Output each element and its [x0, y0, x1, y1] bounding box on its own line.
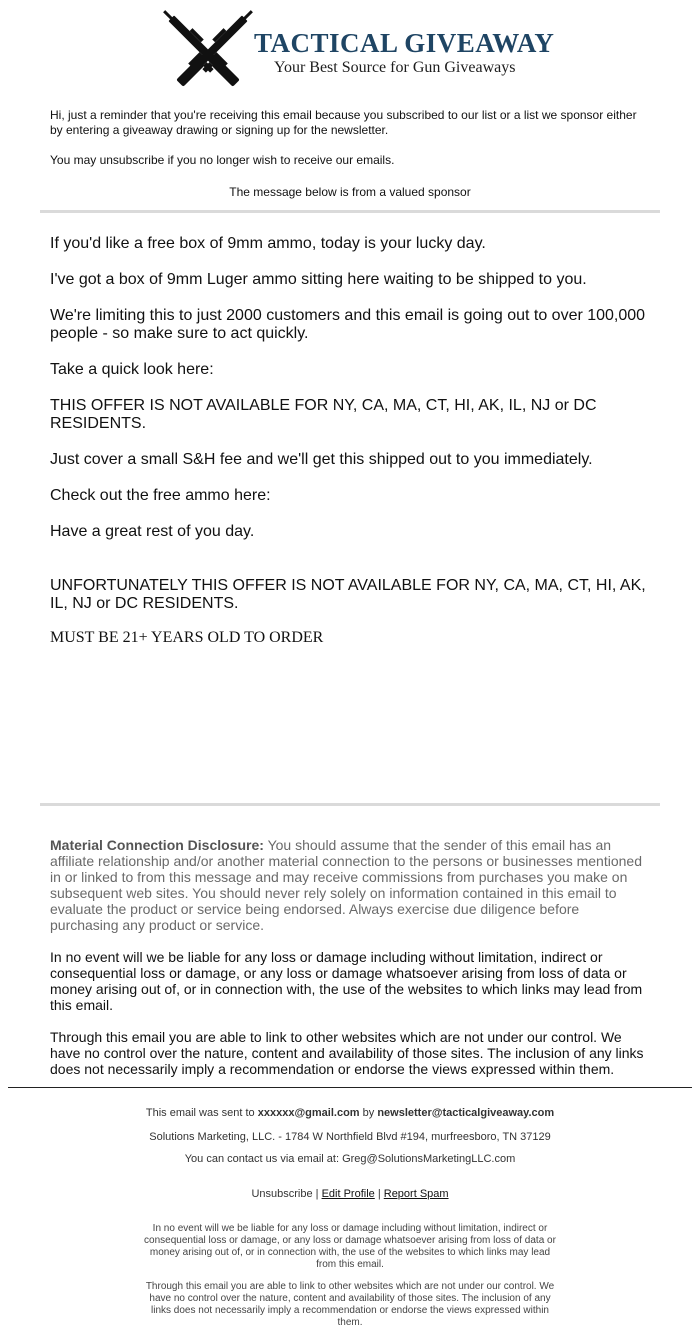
message-paragraph: If you'd like a free box of 9mm ammo, today is your lucky day.: [50, 235, 486, 252]
sent-to-line: [0, 1106, 700, 1120]
disclosure-label: Material Connection Disclosure:: [50, 837, 264, 853]
footer-divider: [8, 1087, 692, 1088]
brand-tagline: Your Best Source for Gun Giveaways: [274, 59, 516, 76]
ammo-offer-link[interactable]: I've got a box of 9mm Luger ammo sitting here waiting to be shipped to you.: [50, 271, 587, 288]
report-spam-link[interactable]: Report Spam: [383, 1188, 449, 1200]
external-links-disclaimer: Through this email you are able to link to other websites which are not under our control. We have no control over the nature, content and availability of those sites. The inclusion of any links does not necessarily imply a recommendation or endorse the views expressed within them.: [50, 1029, 644, 1077]
footer-external: Through this email you are able to link to other websites which are not under our control. We have no control over the nature, content and availability of those sites. The inclusion of any links does not necessarily imply a recommendation or endorse the views expressed within them.: [145, 1281, 555, 1328]
sponsor-note: The message below is from a valued sponsor: [229, 185, 471, 199]
message-paragraph: THIS OFFER IS NOT AVAILABLE FOR NY, CA, MA, CT, HI, AK, IL, NJ or DC RESIDENTS.: [50, 397, 597, 432]
message-paragraph: UNFORTUNATELY THIS OFFER IS NOT AVAILABLE FOR NY, CA, MA, CT, HI, AK, IL, NJ or DC RESIDENTS.: [50, 577, 646, 612]
brand-title: TACTICAL GIVEAWAY: [254, 28, 555, 58]
crossed-rifles-icon: [156, 10, 260, 100]
footer-liability: In no event will we be liable for any loss or damage including without limitation, indirect or consequential loss or damage, or any loss or damage whatsoever arising from loss of data or money arising out of, or in connection with, the use of the websites to which links may lead from this email.: [144, 1223, 556, 1270]
sender-email: newsletter@tacticalgiveaway.com: [377, 1107, 555, 1119]
edit-profile-link[interactable]: Edit Profile: [321, 1188, 375, 1200]
material-connection-disclosure: [50, 837, 650, 933]
link-separator: |: [312, 1188, 322, 1200]
message-paragraph: Just cover a small S&H fee and we'll get this shipped out to you immediately.: [50, 451, 593, 468]
unsubscribe-link[interactable]: Unsubscribe: [251, 1188, 313, 1200]
contact-line: You can contact us via email at: Greg@SolutionsMarketingLLC.com: [184, 1153, 516, 1165]
liability-disclaimer: In no event will we be liable for any loss or damage including without limitation, indirect or consequential loss or damage, or any loss or damage whatsoever arising from loss of data or money arising out of, or in connection with, the use of the websites to which links may lead from this email.: [50, 949, 643, 1013]
sent-by-word: by: [359, 1107, 378, 1119]
company-address: Solutions Marketing, LLC. - 1784 W Northfield Blvd #194, murfreesboro, TN 37129: [149, 1131, 551, 1143]
email-header: [0, 0, 700, 105]
divider: [40, 803, 660, 806]
message-paragraph: We're limiting this to just 2000 customers and this email is going out to over 100,000 people - so make sure to act quickly.: [50, 307, 646, 342]
sent-prefix: This email was sent to: [145, 1107, 258, 1119]
unsubscribe-note: You may unsubscribe if you no longer wish to receive our emails.: [50, 153, 395, 167]
footer-links: [0, 1187, 700, 1201]
disclosure-text: You should assume that the sender of this email has an affiliate relationship and/or another material connection to the persons or businesses mentioned in or linked to from this message and may receive commissions from purchases you make on subsequent web sites. You should never rely solely on information contained in this email to evaluate the product or service being endorsed. Always exercise due diligence before purchasing any product or service.: [50, 837, 642, 933]
link-separator: |: [374, 1188, 384, 1200]
quick-look-link[interactable]: Take a quick look here:: [50, 361, 214, 378]
divider: [40, 210, 660, 213]
age-requirement: MUST BE 21+ YEARS OLD TO ORDER: [50, 629, 324, 646]
free-ammo-link[interactable]: Check out the free ammo here:: [50, 487, 271, 504]
message-paragraph: Have a great rest of you day.: [50, 523, 255, 540]
subscription-reminder: Hi, just a reminder that you're receiving this email because you subscribed to our list or a list we sponsor either by entering a giveaway drawing or signing up for the newsletter.: [50, 108, 637, 137]
recipient-email: xxxxxx@gmail.com: [257, 1107, 360, 1119]
